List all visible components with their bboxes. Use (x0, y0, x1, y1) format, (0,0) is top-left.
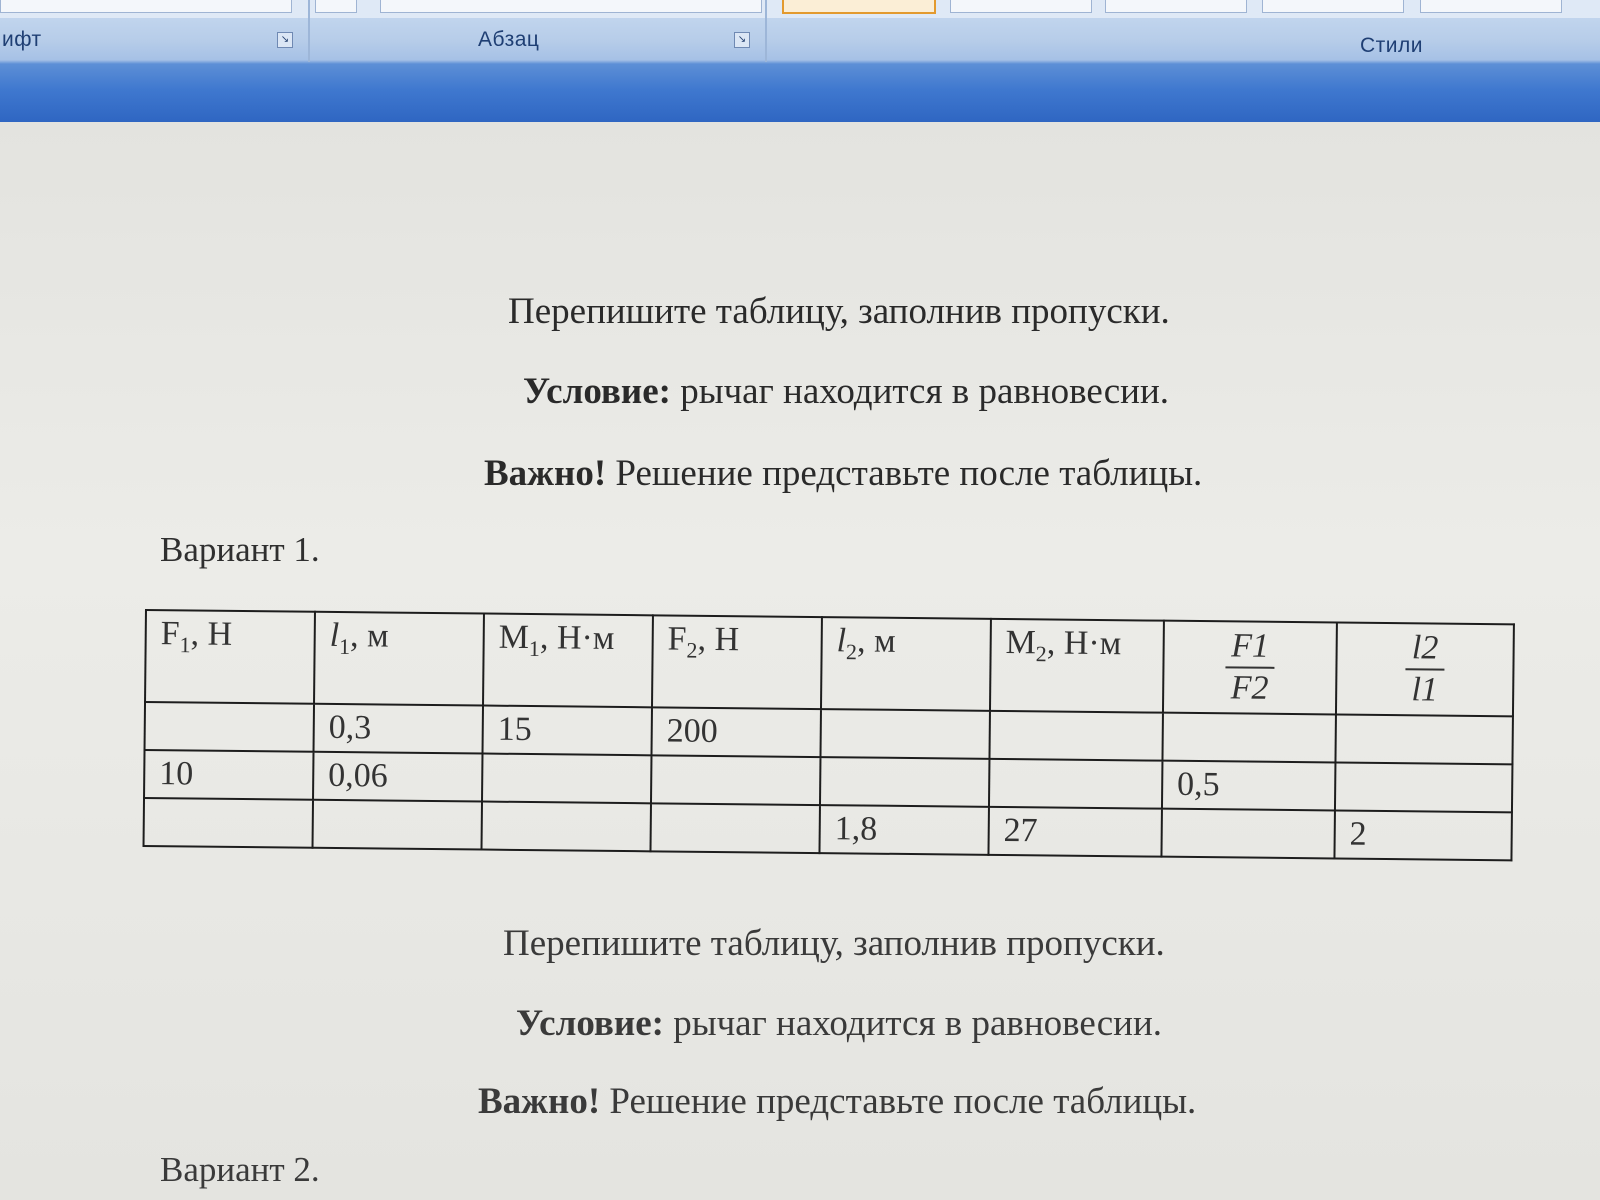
fraction-l2-l1: $\frac{l2}{l1}$ (1405, 628, 1444, 710)
header-f1: $F_1$, Н (145, 610, 315, 704)
important-text-2: Решение представьте после таблицы. (600, 1081, 1197, 1122)
font-controls-row[interactable] (0, 0, 292, 13)
paragraph-dialog-launcher-icon[interactable]: ↘ (734, 32, 750, 48)
paragraph-control[interactable] (315, 0, 357, 13)
style-thumb-4[interactable] (1262, 0, 1404, 13)
condition-text-2: рычаг находится в равновесии. (663, 1003, 1163, 1044)
group-divider (308, 0, 310, 62)
table-header-row (145, 610, 1514, 716)
group-divider (765, 0, 767, 62)
condition-line-2 (516, 1002, 1162, 1045)
style-thumb-3[interactable] (1105, 0, 1247, 13)
style-normal-thumb[interactable] (782, 0, 936, 14)
header-ratio-l (1336, 622, 1514, 716)
important-text: Решение представьте после таблицы. (606, 453, 1203, 494)
style-thumb-5[interactable] (1420, 0, 1562, 13)
table-cell[interactable] (144, 798, 313, 848)
important-label-2: Важно! (478, 1081, 601, 1122)
instruction-text: Перепишите таблицу, заполнив пропуски. (508, 291, 1170, 332)
table-cell[interactable] (989, 711, 1162, 761)
header-m2: $M_2$, Н·м (990, 619, 1164, 713)
instruction-text-2: Перепишите таблицу, заполнив пропуски. (503, 923, 1165, 964)
paragraph-controls-row[interactable] (380, 0, 762, 13)
header-l2: $l_2$, м (821, 617, 991, 711)
table-cell[interactable]: 27 (988, 807, 1161, 857)
table-cell[interactable] (145, 702, 314, 752)
condition-line (523, 370, 1169, 413)
important-label: Важно! (484, 453, 607, 494)
table-cell[interactable]: 0,5 (1162, 761, 1335, 811)
header-m1: $M_1$, Н·м (483, 614, 653, 708)
condition-label: Условие: (523, 371, 671, 412)
table-cell[interactable] (482, 754, 651, 804)
ribbon-gallery-strip (0, 0, 1600, 18)
table-cell[interactable] (1161, 809, 1334, 859)
table-cell[interactable]: 1,8 (819, 805, 988, 855)
styles-group-label: Стили (1360, 34, 1423, 57)
header-f2: $F_2$, Н (652, 615, 822, 709)
fraction-f1-f2: $\frac{F1}{F2}$ (1225, 626, 1276, 709)
ribbon (0, 0, 1600, 122)
lever-table (143, 609, 1515, 861)
table-cell[interactable]: 200 (651, 707, 820, 757)
table-cell[interactable] (820, 709, 989, 759)
table-cell[interactable] (312, 800, 481, 850)
condition-label-2: Условие: (516, 1003, 664, 1044)
table-cell[interactable] (820, 757, 989, 807)
table-cell[interactable] (989, 759, 1162, 809)
table-cell[interactable] (651, 755, 820, 805)
font-group-label: ифт (2, 28, 42, 51)
header-ratio-f (1163, 621, 1337, 715)
table-cell[interactable] (1335, 762, 1513, 812)
table-cell[interactable] (1162, 713, 1335, 763)
table-cell[interactable]: 10 (144, 750, 313, 800)
table-cell[interactable]: 15 (482, 706, 651, 756)
font-dialog-launcher-icon[interactable]: ↘ (277, 32, 293, 48)
paragraph-group-label: Абзац (478, 28, 540, 51)
table-cell[interactable]: 0,06 (313, 752, 482, 802)
table-cell[interactable] (1335, 714, 1513, 764)
table-cell[interactable]: 0,3 (313, 704, 482, 754)
important-line-2 (478, 1080, 1196, 1123)
variant-heading-2: Вариант 2. (160, 1150, 320, 1189)
header-l1: $l_1$, м (314, 612, 484, 706)
style-thumb-2[interactable] (950, 0, 1092, 13)
condition-text: рычаг находится в равновесии. (670, 371, 1170, 412)
variant-heading: Вариант 1. (160, 530, 320, 569)
table-cell[interactable] (481, 802, 650, 852)
table-cell[interactable] (650, 803, 819, 853)
important-line (484, 452, 1202, 495)
table-cell[interactable]: 2 (1334, 810, 1512, 860)
